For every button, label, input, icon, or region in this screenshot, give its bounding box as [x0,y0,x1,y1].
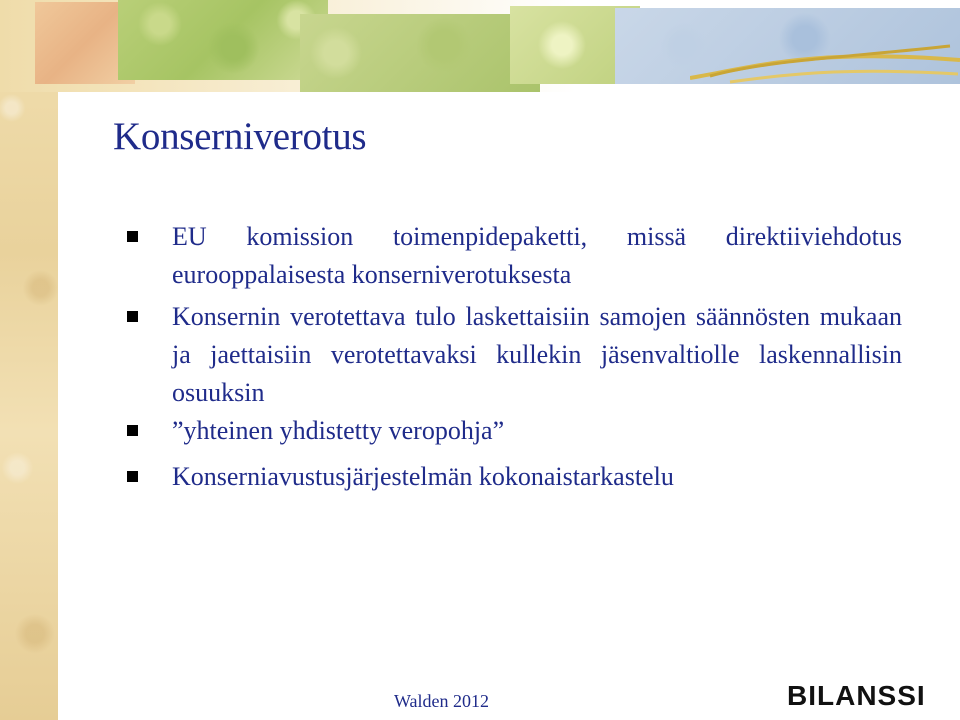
top-decor-band [0,0,960,92]
square-bullet-icon [127,311,138,322]
left-decor-strip [0,0,58,720]
bullet-item [124,458,902,496]
bullet-item [124,412,902,450]
square-bullet-icon [127,425,138,436]
bullet-item [124,298,902,412]
square-bullet-icon [127,231,138,242]
bullet-item [124,218,902,294]
bullet-text: ”yhteinen yhdistetty veropohja” [172,416,505,445]
slide-title: Konserniverotus [113,115,367,158]
bullet-text: EU komission toimenpidepaketti, missä direktiiviehdotus eurooppalaisesta konserniverotuksesta [172,222,902,289]
square-bullet-icon [127,471,138,482]
decor-tile-green [118,0,328,80]
bullet-list [124,218,902,506]
bullet-text: Konserniavustusjärjestelmän kokonaistarkastelu [172,462,674,491]
bilanssi-logo: BILANSSI [787,680,926,711]
decor-tile-lightgreen [300,14,540,92]
bullet-text: Konsernin verotettava tulo laskettaisiin samojen säännösten mukaan ja jaettaisiin verotettavaksi kullekin jäsenvaltiolle laskennallisin osuuksin [172,302,902,407]
leaf-swirl-decoration [690,38,960,86]
footer-text: Walden 2012 [394,691,490,711]
